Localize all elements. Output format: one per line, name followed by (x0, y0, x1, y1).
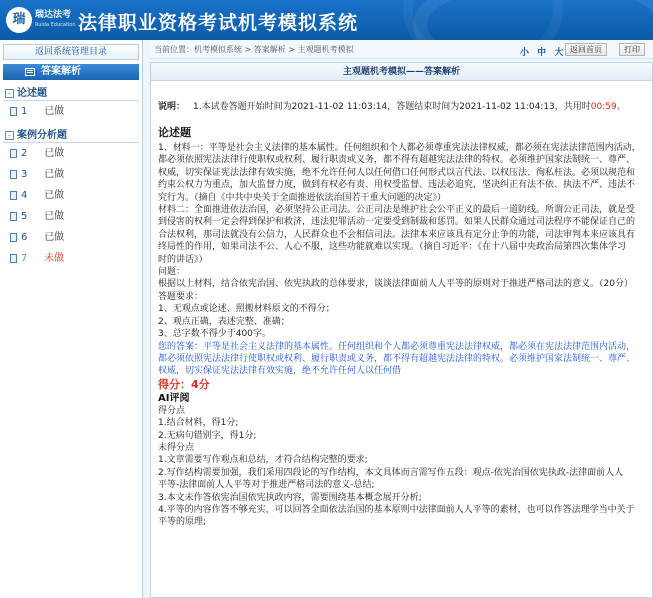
review-line: 2.无病句错别字，得1分; (158, 430, 257, 441)
group-title-label: 论述题 (17, 88, 47, 99)
question-status: 未做 (44, 253, 65, 264)
print-button[interactable]: 打印 (619, 43, 645, 56)
answer-panel (150, 62, 653, 598)
group-title-case-analysis[interactable] (3, 128, 139, 143)
question-item-1[interactable] (3, 101, 139, 122)
panel-title: 主观题机考模拟——答案解析 (151, 63, 652, 81)
font-medium-button[interactable]: 中 (537, 48, 547, 58)
review-line: 得分点 (158, 405, 186, 416)
question-status: 已做 (44, 232, 65, 243)
review-line: 3.本文未作答依宪治国依宪执政内容，需要围绕基本概念展开分析; (158, 492, 422, 503)
question-number: 3 (21, 169, 28, 180)
brand-name: 瑞达法考 (35, 10, 72, 20)
panel-body (151, 101, 652, 529)
info-label: 说明： (158, 102, 186, 112)
question-number: 2 (21, 148, 28, 159)
document-icon (10, 212, 17, 221)
group-essay (3, 86, 139, 122)
return-to-directory-button[interactable]: 返回系统管理目录 (3, 44, 139, 60)
question-line: 2、观点正确，表述完整、准确； (158, 316, 290, 327)
sidebar (0, 40, 143, 598)
info-end: 。 (616, 102, 626, 112)
score: 得分：4分 (158, 377, 210, 391)
brand-subtitle: Ruida Education (35, 22, 76, 28)
question-item-5[interactable] (3, 206, 139, 227)
question-line: 1、无观点或论述、照搬材料原文的不得分； (158, 304, 335, 315)
document-icon (10, 107, 17, 116)
question-line: 根据以上材料，结合依宪治国、依宪执政的总体要求，谈谈法律面前人人平等的原则对于推进严格司法的意义。（20分） (158, 279, 633, 290)
review-line: 平等-法律面前人人平等对于推进严格司法的意义-总结; (158, 480, 375, 491)
answer-line: 您的答案：平等是社会主义法律的基本属性。任何组织和个人都必须尊重宪法法律权威，都必须在宪法法律范围内活动， (158, 341, 636, 352)
logo-icon: 瑞 (6, 7, 32, 33)
question-status: 已做 (44, 190, 65, 201)
sidebar-header-label: 答案解析 (41, 66, 81, 77)
question-line: 终局性的作用，如果司法不公、人心不服，这些功能就难以实现。（摘自习近平：《在十八届中央政治局第四次集体学习 (158, 242, 627, 253)
question-status: 已做 (44, 106, 65, 117)
document-icon (10, 254, 17, 263)
question-number: 6 (21, 232, 28, 243)
question-item-4[interactable] (3, 185, 139, 206)
question-line: 权威，切实保证宪法法律有效实施，绝不允许任何人以任何借口任何形式以言代法、以权压法、徇私枉法。必须以规范和 (158, 167, 636, 178)
answer-line: 都必须依照宪法法律行使职权或权利、履行职责或义务，都不得有超越宪法法律的特权。必须维护国家法制统一、尊严、 (158, 353, 636, 364)
elapsed-time: 00:59 (590, 102, 617, 112)
ai-review-title: AI评阅 (158, 392, 190, 404)
document-icon (10, 149, 17, 158)
header-decoration-2 (403, 0, 563, 40)
exam-info (158, 101, 646, 114)
info-text: 1.本试卷答题开始时间为2021-11-02 11:03:14，答题结束时间为2021-11-02 11:04:13，共用时 (193, 102, 591, 112)
question-item-2[interactable] (3, 143, 139, 164)
question-item-3[interactable] (3, 164, 139, 185)
document-icon (10, 170, 17, 179)
question-number: 7 (21, 253, 28, 264)
review-line: 平等的原理; (158, 517, 207, 528)
app-title: 法律职业资格考试机考模拟系统 (78, 12, 359, 34)
font-size-controls (520, 45, 568, 58)
question-item-7[interactable] (3, 248, 139, 269)
document-icon (10, 233, 17, 242)
review-line: 未得分点 (158, 442, 195, 453)
font-large-button[interactable]: 大 (554, 48, 564, 58)
sidebar-header (3, 64, 139, 80)
font-small-button[interactable]: 小 (520, 48, 530, 58)
review-line: 4.平等的内容作答不够充实，可以回答全面依法治国的基本原则中法律面前人人平等的素材，也可以作答法理学当中关于 (158, 504, 635, 515)
breadcrumb: 当前位置：机考模拟系统 > 答案解析 > 主观题机考模拟 (150, 40, 653, 59)
group-case-analysis (3, 128, 139, 269)
question-status: 已做 (44, 169, 65, 180)
collapse-icon[interactable]: - (5, 89, 14, 98)
question-item-6[interactable] (3, 227, 139, 248)
question-line: 时的讲话》） (158, 254, 208, 265)
answer-line: 权威，切实保证宪法法律有效实施，绝不允许任何人以任何借 (158, 366, 402, 377)
app-header (0, 0, 653, 40)
question-status: 已做 (44, 211, 65, 222)
question-number: 4 (21, 190, 28, 201)
question-status: 已做 (44, 148, 65, 159)
question-line: 合法权利，那司法就没有公信力，人民群众也不会相信司法。法律本来应该具有定分止争的功能，司法审判本来应该具有 (158, 229, 636, 240)
question-line: 都必须依照宪法法律行使职权或权利、履行职责或义务，都不得有超越宪法法律的特权。必须维护国家法制统一、尊严、 (158, 155, 636, 166)
section-title: 论述题 (158, 126, 191, 139)
group-title-essay[interactable] (3, 86, 139, 101)
your-answer (158, 341, 646, 378)
ai-review (158, 405, 646, 529)
question-line: 到侵害的权利一定会得到保护和救济，违法犯罪活动一定要受到制裁和惩罚。如果人民群众通过司法程序不能保证自己的 (158, 217, 636, 228)
question-line: 3、总字数不得少于400字。 (158, 329, 271, 340)
list-icon (25, 68, 35, 76)
group-title-label: 案例分析题 (17, 130, 67, 141)
document-icon (10, 191, 17, 200)
question-line: 材料二：全面推进依法治国，必须坚持公正司法。公正司法是维护社会公平正义的最后一道防线。所谓公正司法，就是受 (158, 205, 636, 216)
question-number: 5 (21, 211, 28, 222)
collapse-icon[interactable]: - (5, 131, 14, 140)
question-line: 约束公权力为重点，加大监督力度，做到有权必有责、用权受监督、违法必追究，坚决纠正有法不依、执法不严、违法不 (158, 180, 636, 191)
question-line: 1、材料一：平等是社会主义法律的基本属性。任何组织和个人都必须尊重宪法法律权威，都必须在宪法法律范围内活动， (158, 143, 641, 153)
review-line: 1.结合材料，得1分; (158, 418, 239, 429)
review-line: 1.文章需要写作观点和总结，才符合结构完整的要求; (158, 455, 368, 466)
question-text (158, 142, 646, 341)
question-line: 问题： (158, 267, 186, 278)
question-line: 究行为。（摘自《中共中央关于全面推进依法治国若干重大问题的决定》） (158, 192, 447, 203)
question-number: 1 (21, 106, 28, 117)
return-home-button[interactable]: 返回首页 (565, 43, 607, 56)
review-line: 2.写作结构需要加强，我们采用四段论的写作结构，本文具体而言需写作五段：观点-依宪治国依宪执政-法律面前人人 (158, 467, 624, 478)
question-line: 答题要求： (158, 291, 204, 302)
